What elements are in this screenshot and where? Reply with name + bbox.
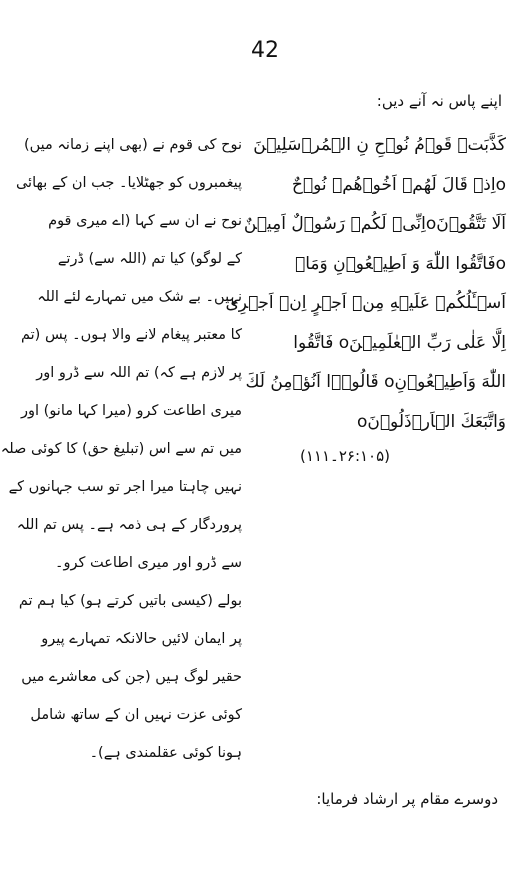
verse-reference: (۲۶:۱۰۵۔۱۱۱)	[300, 447, 391, 465]
translation-line: ہونا کوئی عقلمندی ہے)۔	[89, 745, 242, 761]
verse-line: اِلَّا عَلٰى رَبِّ الۡعٰلَمِيۡنَo فَاتَّقُوا	[293, 332, 506, 353]
quran-verse-block	[225, 126, 506, 442]
translation-line: میری اطاعت کرو (میرا کہا مانو) اور	[21, 403, 242, 419]
verse-line: اَسۡـَٔلُكُمۡ عَلَيۡهِ مِنۡ اَجۡرٍ اِنۡ اَجۡرِیَ	[225, 293, 506, 313]
translation-line: سے ڈرو اور میری اطاعت کرو۔	[55, 555, 242, 571]
translation-line: پر لازم ہے کہ) تم اللہ سے ڈرو اور	[36, 365, 242, 381]
verse-line: وَاتَّبَعَكَ الۡاَرۡذَلُوۡنَo	[356, 411, 506, 432]
translation-line: کے لوگو) کیا تم (اللہ سے) ڈرتے	[57, 251, 242, 267]
intro-line: اپنے پاس نہ آنے دیں:	[376, 92, 502, 110]
translation-line: کا معتبر پیغام لانے والا ہوں۔ پس (تم	[21, 327, 242, 343]
verse-line: اللّٰهَ وَاَطِيۡعُوۡنِo قَالُوۡۤا اَنُؤۡمِنُ لَكَ	[245, 372, 506, 392]
page-number: 42	[251, 38, 279, 63]
translation-line: نہیں۔ بے شک میں تمہارے لئے اللہ	[37, 289, 242, 305]
verse-line: oاِذۡ قَالَ لَهُمۡ اَخُوۡهُمۡ نُوۡحٌ	[291, 174, 506, 195]
translation-line: نوح نے ان سے کہا (اے میری قوم	[48, 213, 242, 229]
translation-line: میں تم سے اس (تبلیغ حق) کا کوئی صلہ	[0, 441, 242, 457]
translation-block	[0, 126, 242, 772]
translation-line: پیغمبروں کو جھٹلایا۔ جب ان کے بھائی	[15, 175, 242, 191]
translation-line: پروردگار کے ہی ذمہ ہے۔ پس تم اللہ	[16, 517, 242, 533]
verse-line: oفَاتَّقُوا اللّٰهَ وَ اَطِيۡعُوۡنِ وَمَاۤ	[295, 253, 506, 274]
verse-line: كَذَّبَتۡ قَوۡمُ نُوۡحِ نِ الۡمُرۡسَلِيۡنَ	[253, 135, 506, 155]
verse-line: اَلَا تَتَّقُوۡنَoاِنِّیۡ لَكُمۡ رَسُوۡلٌ اَمِيۡنٌ	[243, 214, 506, 234]
translation-line: کوئی عزت نہیں ان کے ساتھ شامل	[30, 707, 242, 723]
translation-line: پر ایمان لائیں حالانکہ تمہارے پیرو	[41, 631, 242, 647]
closing-line: دوسرے مقام پر ارشاد فرمایا:	[316, 790, 498, 808]
translation-line: نہیں چاہتا میرا اجر تو سب جہانوں کے	[8, 479, 242, 495]
translation-line: حقیر لوگ ہیں (جن کی معاشرے میں	[21, 669, 242, 685]
translation-line: بولے (کیسی باتیں کرتے ہو) کیا ہم تم	[18, 593, 242, 609]
translation-line: نوح کی قوم نے (بھی اپنے زمانہ میں)	[23, 137, 242, 153]
